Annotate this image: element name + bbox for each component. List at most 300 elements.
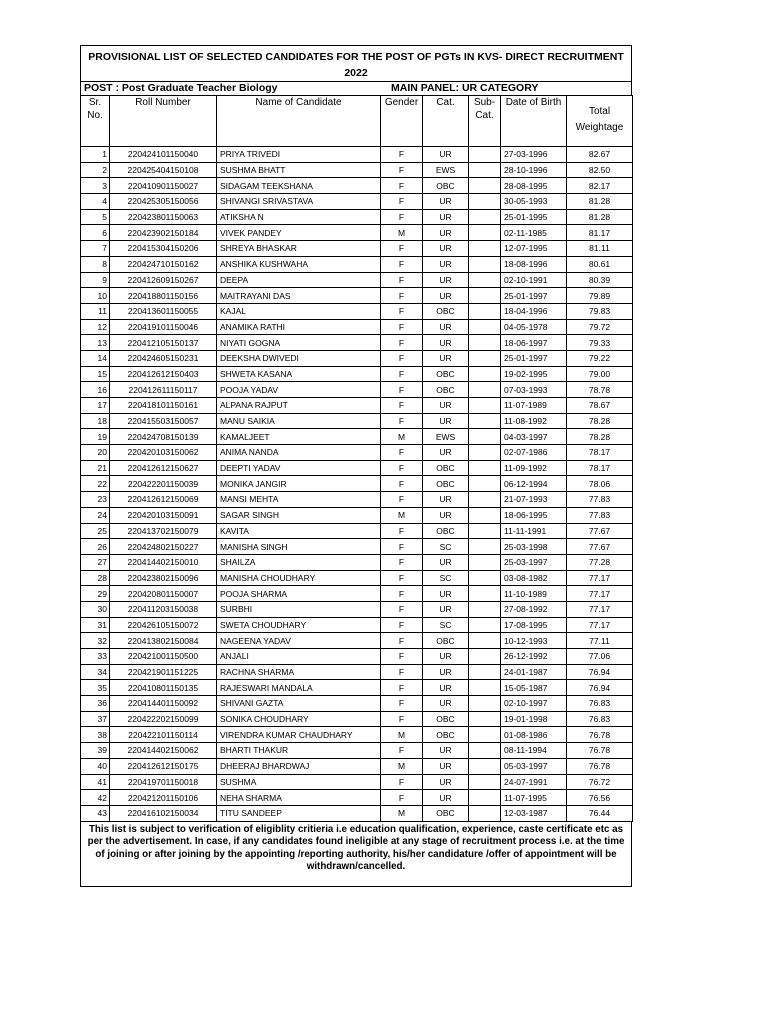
cell-total-weightage: 77.28 [567,554,633,570]
cell-total-weightage: 79.83 [567,303,633,319]
cell-roll-number: 220412609150267 [110,272,217,288]
table-row [81,790,633,806]
cell-date-of-birth: 11-10-1989 [501,586,567,602]
table-row [81,805,633,821]
cell-gender: F [381,256,423,272]
cell-sub-category [469,147,501,163]
cell-gender: F [381,162,423,178]
cell-category: OBC [423,711,469,727]
cell-roll-number: 220415503150057 [110,413,217,429]
candidates-table [80,95,633,822]
cell-sr-no: 15 [81,366,110,382]
cell-date-of-birth: 27-03-1996 [501,147,567,163]
cell-roll-number: 220413601150055 [110,303,217,319]
cell-date-of-birth: 12-07-1995 [501,241,567,257]
post-label: POST : Post Graduate Teacher Biology [84,82,278,94]
cell-name: RAJESWARI MANDALA [217,680,381,696]
cell-sr-no: 28 [81,570,110,586]
cell-total-weightage: 82.17 [567,178,633,194]
cell-gender: F [381,272,423,288]
cell-category: UR [423,743,469,759]
header-category: Cat. [423,96,469,147]
cell-total-weightage: 82.67 [567,147,633,163]
cell-name: MANU SAIKIA [217,413,381,429]
cell-name: ANSHIKA KUSHWAHA [217,256,381,272]
cell-gender: F [381,303,423,319]
cell-gender: F [381,680,423,696]
table-row [81,539,633,555]
cell-category: OBC [423,303,469,319]
cell-sub-category [469,366,501,382]
cell-category: UR [423,664,469,680]
cell-total-weightage: 81.28 [567,209,633,225]
cell-category: UR [423,147,469,163]
table-row [81,649,633,665]
cell-gender: F [381,743,423,759]
cell-sr-no: 9 [81,272,110,288]
cell-date-of-birth: 07-03-1993 [501,382,567,398]
cell-roll-number: 220423802150096 [110,570,217,586]
cell-total-weightage: 81.28 [567,194,633,210]
header-name: Name of Candidate [217,96,381,147]
cell-sr-no: 22 [81,476,110,492]
cell-gender: F [381,492,423,508]
cell-date-of-birth: 19-01-1998 [501,711,567,727]
cell-sr-no: 32 [81,633,110,649]
table-header-row [81,96,633,147]
cell-total-weightage: 82.50 [567,162,633,178]
cell-name: NEHA SHARMA [217,790,381,806]
cell-sr-no: 13 [81,335,110,351]
table-body [81,147,633,822]
cell-gender: F [381,350,423,366]
cell-roll-number: 220412612150403 [110,366,217,382]
cell-sr-no: 4 [81,194,110,210]
cell-roll-number: 220412612150175 [110,758,217,774]
cell-roll-number: 220412105150137 [110,335,217,351]
table-row [81,162,633,178]
cell-sr-no: 18 [81,413,110,429]
cell-category: UR [423,680,469,696]
cell-sr-no: 7 [81,241,110,257]
cell-total-weightage: 81.17 [567,225,633,241]
cell-name: DEEPA [217,272,381,288]
cell-roll-number: 220413802150084 [110,633,217,649]
cell-sr-no: 43 [81,805,110,821]
table-row [81,350,633,366]
table-row [81,696,633,712]
cell-sr-no: 12 [81,319,110,335]
cell-sub-category [469,758,501,774]
cell-sub-category [469,413,501,429]
cell-name: VIRENDRA KUMAR CHAUDHARY [217,727,381,743]
cell-sub-category [469,460,501,476]
cell-total-weightage: 78.78 [567,382,633,398]
cell-sr-no: 8 [81,256,110,272]
table-row [81,758,633,774]
cell-roll-number: 220412612150627 [110,460,217,476]
table-row [81,492,633,508]
cell-name: BHARTI THAKUR [217,743,381,759]
cell-roll-number: 220418801150156 [110,288,217,304]
cell-category: UR [423,398,469,414]
cell-category: UR [423,445,469,461]
cell-date-of-birth: 18-04-1996 [501,303,567,319]
cell-date-of-birth: 28-08-1995 [501,178,567,194]
cell-date-of-birth: 25-03-1998 [501,539,567,555]
table-row [81,633,633,649]
cell-date-of-birth: 24-07-1991 [501,774,567,790]
cell-date-of-birth: 01-08-1986 [501,727,567,743]
cell-sub-category [469,617,501,633]
cell-roll-number: 220422201150039 [110,476,217,492]
table-row [81,554,633,570]
cell-roll-number: 220419101150046 [110,319,217,335]
cell-date-of-birth: 04-03-1997 [501,429,567,445]
cell-sub-category [469,319,501,335]
cell-total-weightage: 76.72 [567,774,633,790]
cell-name: VIVEK PANDEY [217,225,381,241]
table-row [81,178,633,194]
cell-sr-no: 3 [81,178,110,194]
cell-roll-number: 220421001150500 [110,649,217,665]
cell-roll-number: 220411203150038 [110,601,217,617]
cell-category: UR [423,319,469,335]
table-row [81,664,633,680]
cell-date-of-birth: 12-03-1987 [501,805,567,821]
cell-roll-number: 220425305150056 [110,194,217,210]
cell-roll-number: 220421901151225 [110,664,217,680]
cell-gender: M [381,429,423,445]
cell-sr-no: 33 [81,649,110,665]
cell-roll-number: 220422101150114 [110,727,217,743]
cell-total-weightage: 77.83 [567,507,633,523]
cell-total-weightage: 76.78 [567,743,633,759]
cell-category: EWS [423,162,469,178]
cell-name: RACHNA SHARMA [217,664,381,680]
cell-category: UR [423,256,469,272]
table-row [81,617,633,633]
panel-label: MAIN PANEL: UR CATEGORY [391,82,539,94]
cell-gender: F [381,476,423,492]
cell-category: EWS [423,429,469,445]
table-row [81,382,633,398]
cell-total-weightage: 81.11 [567,241,633,257]
cell-category: UR [423,774,469,790]
cell-category: UR [423,601,469,617]
cell-total-weightage: 77.83 [567,492,633,508]
cell-date-of-birth: 18-06-1995 [501,507,567,523]
cell-category: OBC [423,476,469,492]
cell-date-of-birth: 11-11-1991 [501,523,567,539]
cell-roll-number: 220423801150063 [110,209,217,225]
cell-sr-no: 26 [81,539,110,555]
cell-sub-category [469,476,501,492]
cell-gender: F [381,178,423,194]
cell-gender: F [381,382,423,398]
cell-sr-no: 10 [81,288,110,304]
table-row [81,601,633,617]
cell-roll-number: 220410801150135 [110,680,217,696]
table-row [81,272,633,288]
cell-roll-number: 220425404150108 [110,162,217,178]
cell-category: UR [423,649,469,665]
cell-total-weightage: 77.67 [567,539,633,555]
cell-name: SHREYA BHASKAR [217,241,381,257]
header-sr-no: Sr. No. [81,96,110,147]
header-total-weightage: Total Weightage [567,96,633,147]
cell-sr-no: 34 [81,664,110,680]
cell-sr-no: 16 [81,382,110,398]
cell-name: ALPANA RAJPUT [217,398,381,414]
cell-gender: F [381,554,423,570]
cell-name: DEEPTI YADAV [217,460,381,476]
cell-roll-number: 220414402150062 [110,743,217,759]
cell-gender: F [381,633,423,649]
cell-total-weightage: 77.17 [567,586,633,602]
cell-roll-number: 220424605150231 [110,350,217,366]
cell-sr-no: 39 [81,743,110,759]
table-row [81,398,633,414]
cell-roll-number: 220416102150034 [110,805,217,821]
cell-date-of-birth: 02-07-1986 [501,445,567,461]
cell-name: KAJAL [217,303,381,319]
cell-roll-number: 220419701150018 [110,774,217,790]
cell-total-weightage: 79.22 [567,350,633,366]
table-row [81,586,633,602]
cell-sub-category [469,601,501,617]
cell-gender: F [381,617,423,633]
cell-date-of-birth: 28-10-1996 [501,162,567,178]
cell-name: MONIKA JANGIR [217,476,381,492]
cell-category: SC [423,617,469,633]
cell-sr-no: 25 [81,523,110,539]
cell-name: MANISHA CHOUDHARY [217,570,381,586]
cell-sub-category [469,523,501,539]
cell-sub-category [469,194,501,210]
cell-name: ANJALI [217,649,381,665]
cell-gender: F [381,398,423,414]
table-row [81,303,633,319]
cell-sub-category [469,774,501,790]
cell-total-weightage: 77.11 [567,633,633,649]
cell-name: KAVITA [217,523,381,539]
cell-gender: F [381,649,423,665]
cell-sub-category [469,743,501,759]
cell-roll-number: 220422202150099 [110,711,217,727]
cell-roll-number: 220424710150162 [110,256,217,272]
post-panel-line [80,81,632,95]
table-row [81,225,633,241]
cell-roll-number: 220415304150206 [110,241,217,257]
cell-date-of-birth: 25-01-1997 [501,350,567,366]
cell-sr-no: 29 [81,586,110,602]
cell-gender: F [381,335,423,351]
cell-total-weightage: 78.28 [567,429,633,445]
table-row [81,429,633,445]
cell-date-of-birth: 04-05-1978 [501,319,567,335]
cell-sub-category [469,350,501,366]
cell-total-weightage: 76.83 [567,711,633,727]
cell-sub-category [469,649,501,665]
cell-date-of-birth: 11-09-1992 [501,460,567,476]
table-row [81,711,633,727]
cell-category: UR [423,194,469,210]
cell-name: SUSHMA [217,774,381,790]
cell-category: UR [423,586,469,602]
cell-category: UR [423,554,469,570]
cell-gender: F [381,413,423,429]
cell-roll-number: 220412611150117 [110,382,217,398]
cell-name: SHWETA KASANA [217,366,381,382]
cell-gender: F [381,586,423,602]
cell-sub-category [469,272,501,288]
cell-sub-category [469,711,501,727]
cell-gender: F [381,664,423,680]
cell-roll-number: 220424101150040 [110,147,217,163]
cell-name: KAMALJEET [217,429,381,445]
cell-sr-no: 35 [81,680,110,696]
cell-sr-no: 36 [81,696,110,712]
cell-sub-category [469,162,501,178]
cell-category: OBC [423,633,469,649]
cell-date-of-birth: 11-07-1989 [501,398,567,414]
cell-name: SUSHMA BHATT [217,162,381,178]
cell-name: SHIVANGI SRIVASTAVA [217,194,381,210]
disclaimer-note: This list is subject to verification of eligiblity critieria i.e education qualification, experience, caste certificate etc as per the advertisement. In case, if any candidates found ineligible at any stage of recruitment process i.e. at the time of joining or after joining by the appointing /reporting authority, his/her candidature /offer of appointment will be withdrawn/cancelled. [80,822,632,887]
table-row [81,147,633,163]
cell-category: UR [423,288,469,304]
cell-category: OBC [423,805,469,821]
table-row [81,727,633,743]
cell-sr-no: 11 [81,303,110,319]
cell-category: OBC [423,460,469,476]
cell-date-of-birth: 25-03-1997 [501,554,567,570]
cell-sub-category [469,790,501,806]
cell-sub-category [469,241,501,257]
cell-roll-number: 220421201150106 [110,790,217,806]
table-row [81,288,633,304]
cell-total-weightage: 79.89 [567,288,633,304]
header-roll-number: Roll Number [110,96,217,147]
cell-gender: F [381,523,423,539]
cell-name: PRIYA TRIVEDI [217,147,381,163]
cell-total-weightage: 77.06 [567,649,633,665]
cell-total-weightage: 78.67 [567,398,633,414]
cell-sub-category [469,429,501,445]
cell-sr-no: 2 [81,162,110,178]
cell-roll-number: 220414401150092 [110,696,217,712]
cell-name: MANISHA SINGH [217,539,381,555]
cell-total-weightage: 78.17 [567,445,633,461]
cell-gender: F [381,601,423,617]
table-row [81,209,633,225]
cell-date-of-birth: 08-11-1994 [501,743,567,759]
cell-category: UR [423,241,469,257]
cell-gender: F [381,711,423,727]
cell-date-of-birth: 05-03-1997 [501,758,567,774]
cell-date-of-birth: 25-01-1995 [501,209,567,225]
cell-sr-no: 42 [81,790,110,806]
cell-name: DHEERAJ BHARDWAJ [217,758,381,774]
cell-date-of-birth: 27-08-1992 [501,601,567,617]
cell-roll-number: 220424708150139 [110,429,217,445]
cell-gender: F [381,288,423,304]
table-row [81,319,633,335]
cell-total-weightage: 77.67 [567,523,633,539]
cell-name: NAGEENA YADAV [217,633,381,649]
cell-gender: M [381,507,423,523]
cell-sub-category [469,445,501,461]
table-row [81,366,633,382]
cell-date-of-birth: 02-10-1997 [501,696,567,712]
header-sub-category: Sub-Cat. [469,96,501,147]
cell-date-of-birth: 11-08-1992 [501,413,567,429]
cell-sub-category [469,539,501,555]
cell-name: MANSI MEHTA [217,492,381,508]
cell-category: UR [423,272,469,288]
cell-total-weightage: 80.61 [567,256,633,272]
cell-date-of-birth: 10-12-1993 [501,633,567,649]
cell-date-of-birth: 30-05-1993 [501,194,567,210]
cell-gender: F [381,241,423,257]
cell-sub-category [469,507,501,523]
cell-sub-category [469,382,501,398]
cell-category: SC [423,539,469,555]
cell-category: UR [423,209,469,225]
cell-name: ANIMA NANDA [217,445,381,461]
cell-sub-category [469,492,501,508]
cell-sr-no: 5 [81,209,110,225]
cell-name: SURBHI [217,601,381,617]
cell-name: DEEKSHA DWIVEDI [217,350,381,366]
selection-list-sheet [80,45,632,887]
cell-sub-category [469,335,501,351]
cell-gender: F [381,366,423,382]
cell-category: UR [423,790,469,806]
cell-roll-number: 220414402150010 [110,554,217,570]
cell-sr-no: 19 [81,429,110,445]
cell-date-of-birth: 18-06-1997 [501,335,567,351]
cell-total-weightage: 78.17 [567,460,633,476]
cell-sr-no: 38 [81,727,110,743]
cell-gender: F [381,774,423,790]
cell-date-of-birth: 19-02-1995 [501,366,567,382]
cell-roll-number: 220413702150079 [110,523,217,539]
cell-total-weightage: 79.72 [567,319,633,335]
cell-date-of-birth: 11-07-1995 [501,790,567,806]
cell-sr-no: 6 [81,225,110,241]
table-row [81,774,633,790]
cell-category: OBC [423,382,469,398]
cell-sub-category [469,633,501,649]
cell-total-weightage: 76.56 [567,790,633,806]
cell-sr-no: 30 [81,601,110,617]
cell-total-weightage: 78.28 [567,413,633,429]
cell-total-weightage: 77.17 [567,601,633,617]
cell-name: SONIKA CHOUDHARY [217,711,381,727]
cell-name: SHIVANI GAZTA [217,696,381,712]
cell-gender: F [381,194,423,210]
cell-date-of-birth: 02-10-1991 [501,272,567,288]
cell-sr-no: 20 [81,445,110,461]
table-row [81,460,633,476]
cell-date-of-birth: 18-08-1996 [501,256,567,272]
cell-roll-number: 220423902150184 [110,225,217,241]
cell-name: SAGAR SINGH [217,507,381,523]
cell-gender: M [381,805,423,821]
cell-name: TITU SANDEEP [217,805,381,821]
